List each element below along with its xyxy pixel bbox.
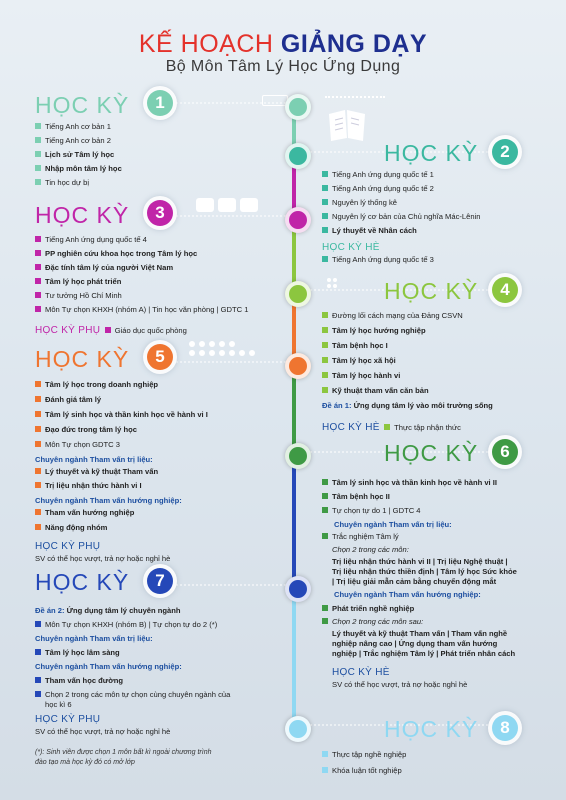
semester-3-heading: HỌC KỲ (35, 202, 130, 228)
track-heading: Chuyên ngành Tham vấn trị liệu: (334, 520, 452, 529)
list-item: Thực tập nghề nghiệp (322, 750, 406, 760)
dots-decoration (186, 339, 266, 359)
semester-6-heading: HỌC KỲ (384, 440, 479, 466)
list-item: Tiếng Anh ứng dụng quốc tế 4 (35, 235, 248, 245)
semester-6-number: 6 (492, 439, 518, 465)
semester-2-heading: HỌC KỲ (384, 140, 479, 166)
semester-4-heading: HỌC KỲ (384, 278, 479, 304)
extra-semester-heading: HỌC KỲ PHỤ (35, 714, 101, 725)
list-item: Tự chọn tự do 1 | GDTC 4 (322, 506, 517, 516)
timeline-node-6 (285, 443, 311, 469)
list-item: Tâm lý sinh học và thần kinh học về hành vi I (35, 410, 208, 420)
semester-3-list (35, 235, 248, 338)
timeline-node-1 (285, 94, 311, 120)
list-item: Lý thuyết và kỹ thuật Tham vấn (35, 467, 208, 477)
list-item: Đạo đức trong tâm lý học (35, 425, 208, 435)
list-item: Nguyên lý thống kê (322, 198, 481, 208)
semester-8-number: 8 (492, 715, 518, 741)
summer-text: SV có thể học vượt, trả nợ hoặc nghỉ hè (332, 680, 468, 689)
list-item: Tâm lý học hành vi (322, 371, 493, 381)
list-item: Đường lối cách mạng của Đảng CSVN (322, 311, 493, 321)
list-item: Tiếng Anh ứng dụng quốc tế 2 (322, 184, 481, 194)
track-heading: Chuyên ngành Tham vấn hướng nghiệp: (35, 496, 182, 505)
list-item: Trị liệu nhận thức hành vi I (35, 481, 208, 491)
semester-2-number: 2 (492, 139, 518, 165)
track-heading: Chuyên ngành Tham vấn trị liệu: (35, 634, 153, 643)
choose-text: nghiệp | Trắc nghiệm Tâm lý | Phát triển nhân cách (332, 649, 516, 658)
semester-4-list (322, 311, 493, 435)
timeline-node-3 (285, 207, 311, 233)
track-heading: Chuyên ngành Tham vấn hướng nghiệp: (35, 662, 182, 671)
track-heading: Chuyên ngành Tham vấn hướng nghiệp: (334, 590, 481, 599)
list-item: Tâm lý học trong doanh nghiệp (35, 380, 208, 390)
list-item: Năng động nhóm (35, 523, 208, 533)
extra-semester-heading: HỌC KỲ PHỤ (35, 325, 101, 336)
list-item: Kỹ thuật tham vấn căn bản (322, 386, 493, 396)
list-item: Tư tưởng Hồ Chí Minh (35, 291, 248, 301)
list-item: Nhập môn tâm lý học (35, 164, 122, 174)
timeline-node-5 (285, 353, 311, 379)
list-item: Lịch sử Tâm lý học (35, 150, 122, 160)
semester-8-list (322, 750, 406, 776)
list-item: Tin học dự bị (35, 178, 122, 188)
choose-text: nghiệp nâng cao | Ứng dụng tham vấn hướng (332, 639, 498, 648)
summer-row: HỌC KỲ HÈ Thực tập nhận thức (322, 422, 461, 433)
summer-heading: HỌC KỲ HÈ (322, 242, 380, 253)
list-item: Tâm lý sinh học và thần kinh học về hành vi II (322, 478, 517, 488)
boxes-decoration (196, 195, 268, 215)
semester-7-list (35, 606, 230, 737)
choose-text: Trị liệu nhận thức hành vi II | Trị liệu Nghệ thuật | (332, 557, 508, 566)
semester-8-heading: HỌC KỲ (384, 716, 479, 742)
page-title: KẾ HOẠCH GIẢNG DẠY (138, 30, 428, 58)
extra-semester-row: HỌC KỲ PHỤ Giáo dục quốc phòng (35, 325, 187, 336)
list-item: Môn Tự chọn KHXH (nhóm B) | Tự chọn tự do 2 (*) (35, 620, 230, 630)
semester-7-heading: HỌC KỲ (35, 569, 130, 595)
list-item: Môn Tự chọn GDTC 3 (35, 440, 208, 450)
extra-semester-text: SV có thể học vượt, trả nợ hoặc nghỉ hè (35, 554, 171, 563)
extra-semester-heading: HỌC KỲ PHỤ (35, 541, 101, 552)
semester-5-list (35, 380, 208, 564)
timeline-node-2 (285, 143, 311, 169)
footnote: (*): Sinh viên được chọn 1 môn bất kì ngoài chương trình đào tạo mà học kỳ đó có mở lớp (35, 749, 212, 766)
list-item: Môn Tự chọn KHXH (nhóm A) | Tin học văn phòng | GDTC 1 (35, 305, 248, 315)
semester-3-number: 3 (147, 200, 173, 226)
list-item: Đặc tính tâm lý của người Việt Nam (35, 263, 248, 273)
extra-semester-text: SV có thể học vượt, trả nợ hoặc nghỉ hè (35, 727, 171, 736)
box-decoration (262, 95, 288, 106)
semester-6-list (322, 478, 517, 690)
summer-heading: HỌC KỲ HÈ (332, 667, 390, 678)
list-item: Khóa luận tốt nghiệp (322, 766, 406, 776)
list-item: PP nghiên cứu khoa học trong Tâm lý học (35, 249, 248, 259)
dots-decoration (325, 276, 345, 292)
semester-4-number: 4 (492, 277, 518, 303)
choose-text: | Trị liệu giải mẫn cảm bằng chuyển động mắt (332, 577, 497, 586)
list-item: Trắc nghiệm Tâm lý (322, 532, 517, 542)
semester-5-heading: HỌC KỲ (35, 346, 130, 372)
semester-2-list (322, 170, 481, 265)
choose-note: Chọn 2 trong các môn sau: (322, 617, 517, 627)
list-item: Phát triển nghề nghiệp (322, 604, 517, 614)
list-item: Tham vấn hướng nghiệp (35, 508, 208, 518)
choose-note: Chọn 2 trong các môn: (332, 545, 409, 554)
book-icon (327, 108, 367, 142)
semester-1-list (35, 122, 122, 188)
page-subtitle: Bộ Môn Tâm Lý Học Ứng Dụng (165, 58, 401, 75)
list-item: Tâm lý học xã hội (322, 356, 493, 366)
timeline-node-4 (285, 281, 311, 307)
list-item: Lý thuyết về Nhân cách (322, 226, 481, 236)
choose-text: Lý thuyết và kỹ thuật Tham vấn | Tham vấn nghề (332, 629, 508, 638)
list-item: Tâm lý học hướng nghiệp (322, 326, 493, 336)
list-item: Tiếng Anh cơ bản 2 (35, 136, 122, 146)
semester-1-heading: HỌC KỲ (35, 92, 130, 118)
timeline-node-7 (285, 576, 311, 602)
list-item: Tiếng Anh ứng dụng quốc tế 3 (322, 255, 481, 265)
list-item: Đánh giá tâm lý (35, 395, 208, 405)
list-item: Tham vấn học đường (35, 676, 230, 686)
list-item: Tiếng Anh cơ bản 1 (35, 122, 122, 132)
track-heading: Chuyên ngành Tham vấn trị liệu: (35, 455, 153, 464)
list-item: Tâm bệnh học II (322, 492, 517, 502)
semester-7-number: 7 (147, 568, 173, 594)
dots-decoration (325, 96, 385, 98)
list-item: Chọn 2 trong các môn tự chọn cùng chuyên ngành của (35, 690, 230, 700)
list-item: Tiếng Anh ứng dụng quốc tế 1 (322, 170, 481, 180)
semester-1-number: 1 (147, 90, 173, 116)
summer-heading: HỌC KỲ HÈ (322, 422, 380, 433)
list-item: Tâm bệnh học I (322, 341, 493, 351)
project-item: Đề án 2: Ứng dụng tâm lý chuyên ngành (35, 606, 181, 615)
semester-5-number: 5 (147, 344, 173, 370)
choose-text: Trị liệu nhận thức thiền định | Tâm lý học Sức khỏe (332, 567, 517, 576)
choose-text: học kì 6 (45, 700, 72, 709)
list-item: Tâm lý học phát triển (35, 277, 248, 287)
timeline-node-8 (285, 716, 311, 742)
list-item: Nguyên lý cơ bản của Chủ nghĩa Mác-Lênin (322, 212, 481, 222)
list-item: Tâm lý học lâm sàng (35, 648, 230, 658)
project-item: Đề án 1: Ứng dụng tâm lý vào môi trường sống (322, 401, 493, 410)
